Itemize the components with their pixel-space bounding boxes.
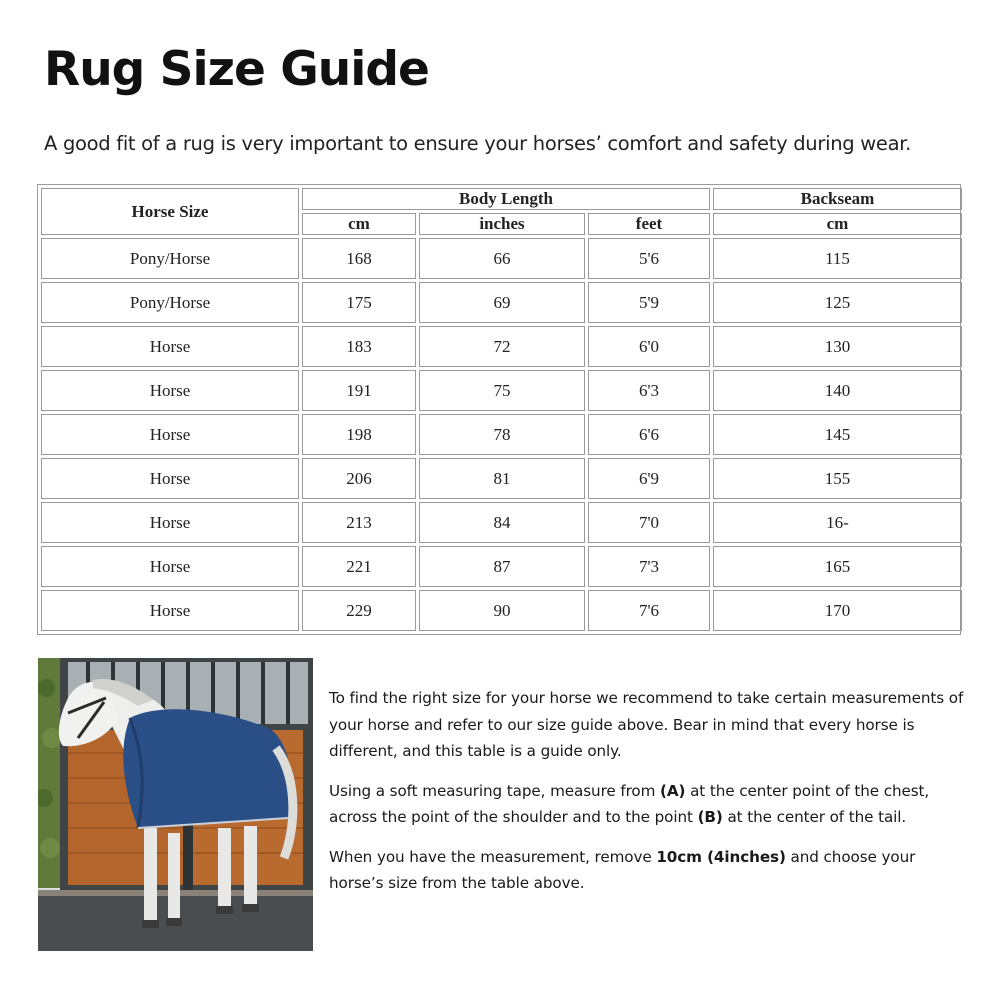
deduction-amount: 10cm (4inches): [656, 847, 786, 866]
cell-horse-size: Horse: [41, 546, 299, 587]
cell-cm: 183: [302, 326, 416, 367]
cell-inches: 90: [419, 590, 585, 631]
cell-horse-size: Pony/Horse: [41, 238, 299, 279]
cell-backseam: 145: [713, 414, 962, 455]
cell-inches: 78: [419, 414, 585, 455]
cell-inches: 66: [419, 238, 585, 279]
cell-horse-size: Horse: [41, 502, 299, 543]
instruction-paragraph-2: Using a soft measuring tape, measure from (A) at the center point of the chest, across the point of the shoulder and to the point (B) at the center of the tail.: [329, 781, 930, 826]
cell-inches: 72: [419, 326, 585, 367]
cell-feet: 7'6: [588, 590, 710, 631]
cell-cm: 206: [302, 458, 416, 499]
size-table-container: [37, 184, 961, 635]
point-a-label: (A): [660, 781, 686, 800]
cell-inches: 81: [419, 458, 585, 499]
table-row: [41, 282, 962, 323]
cell-inches: 84: [419, 502, 585, 543]
cell-feet: 6'3: [588, 370, 710, 411]
header-body-length: Body Length: [302, 188, 710, 210]
cell-horse-size: Horse: [41, 414, 299, 455]
header-horse-size: Horse Size: [41, 188, 299, 235]
cell-backseam: 155: [713, 458, 962, 499]
header-backseam: Backseam: [713, 188, 962, 210]
measurement-instructions: [329, 685, 969, 910]
cell-horse-size: Horse: [41, 458, 299, 499]
cell-horse-size: Horse: [41, 370, 299, 411]
cell-cm: 213: [302, 502, 416, 543]
cell-backseam: 140: [713, 370, 962, 411]
cell-feet: 7'0: [588, 502, 710, 543]
cell-cm: 221: [302, 546, 416, 587]
cell-cm: 191: [302, 370, 416, 411]
header-cm: cm: [302, 213, 416, 235]
horse-rug-photo: [38, 658, 313, 951]
table-row: [41, 370, 962, 411]
cell-cm: 198: [302, 414, 416, 455]
instruction-paragraph-1: To find the right size for your horse we recommend to take certain measurements of your horse and refer to our size guide above. Bear in mind that every horse is different, and this table is a guide only.: [329, 689, 964, 760]
cell-feet: 5'6: [588, 238, 710, 279]
cell-inches: 75: [419, 370, 585, 411]
cell-horse-size: Horse: [41, 326, 299, 367]
table-row: [41, 502, 962, 543]
cell-cm: 175: [302, 282, 416, 323]
cell-feet: 6'0: [588, 326, 710, 367]
cell-feet: 6'9: [588, 458, 710, 499]
page-subtitle: A good fit of a rug is very important to ensure your horses’ comfort and safety during wear.: [44, 132, 912, 155]
cell-feet: 7'3: [588, 546, 710, 587]
instruction-paragraph-3: When you have the measurement, remove 10cm (4inches) and choose your horse’s size from the table above.: [329, 847, 916, 892]
table-row: [41, 590, 962, 631]
cell-cm: 229: [302, 590, 416, 631]
header-feet: feet: [588, 213, 710, 235]
cell-backseam: 16-: [713, 502, 962, 543]
table-row: [41, 458, 962, 499]
point-b-label: (B): [697, 808, 723, 826]
page-title: Rug Size Guide: [44, 42, 429, 97]
cell-backseam: 165: [713, 546, 962, 587]
cell-backseam: 130: [713, 326, 962, 367]
cell-cm: 168: [302, 238, 416, 279]
cell-backseam: 125: [713, 282, 962, 323]
cell-backseam: 115: [713, 238, 962, 279]
cell-inches: 69: [419, 282, 585, 323]
table-row: [41, 546, 962, 587]
header-backseam-cm: cm: [713, 213, 962, 235]
cell-horse-size: Horse: [41, 590, 299, 631]
cell-horse-size: Pony/Horse: [41, 282, 299, 323]
table-row: [41, 326, 962, 367]
header-inches: inches: [419, 213, 585, 235]
table-row: [41, 238, 962, 279]
size-table: [38, 185, 965, 634]
cell-backseam: 170: [713, 590, 962, 631]
cell-inches: 87: [419, 546, 585, 587]
cell-feet: 5'9: [588, 282, 710, 323]
table-row: [41, 414, 962, 455]
cell-feet: 6'6: [588, 414, 710, 455]
